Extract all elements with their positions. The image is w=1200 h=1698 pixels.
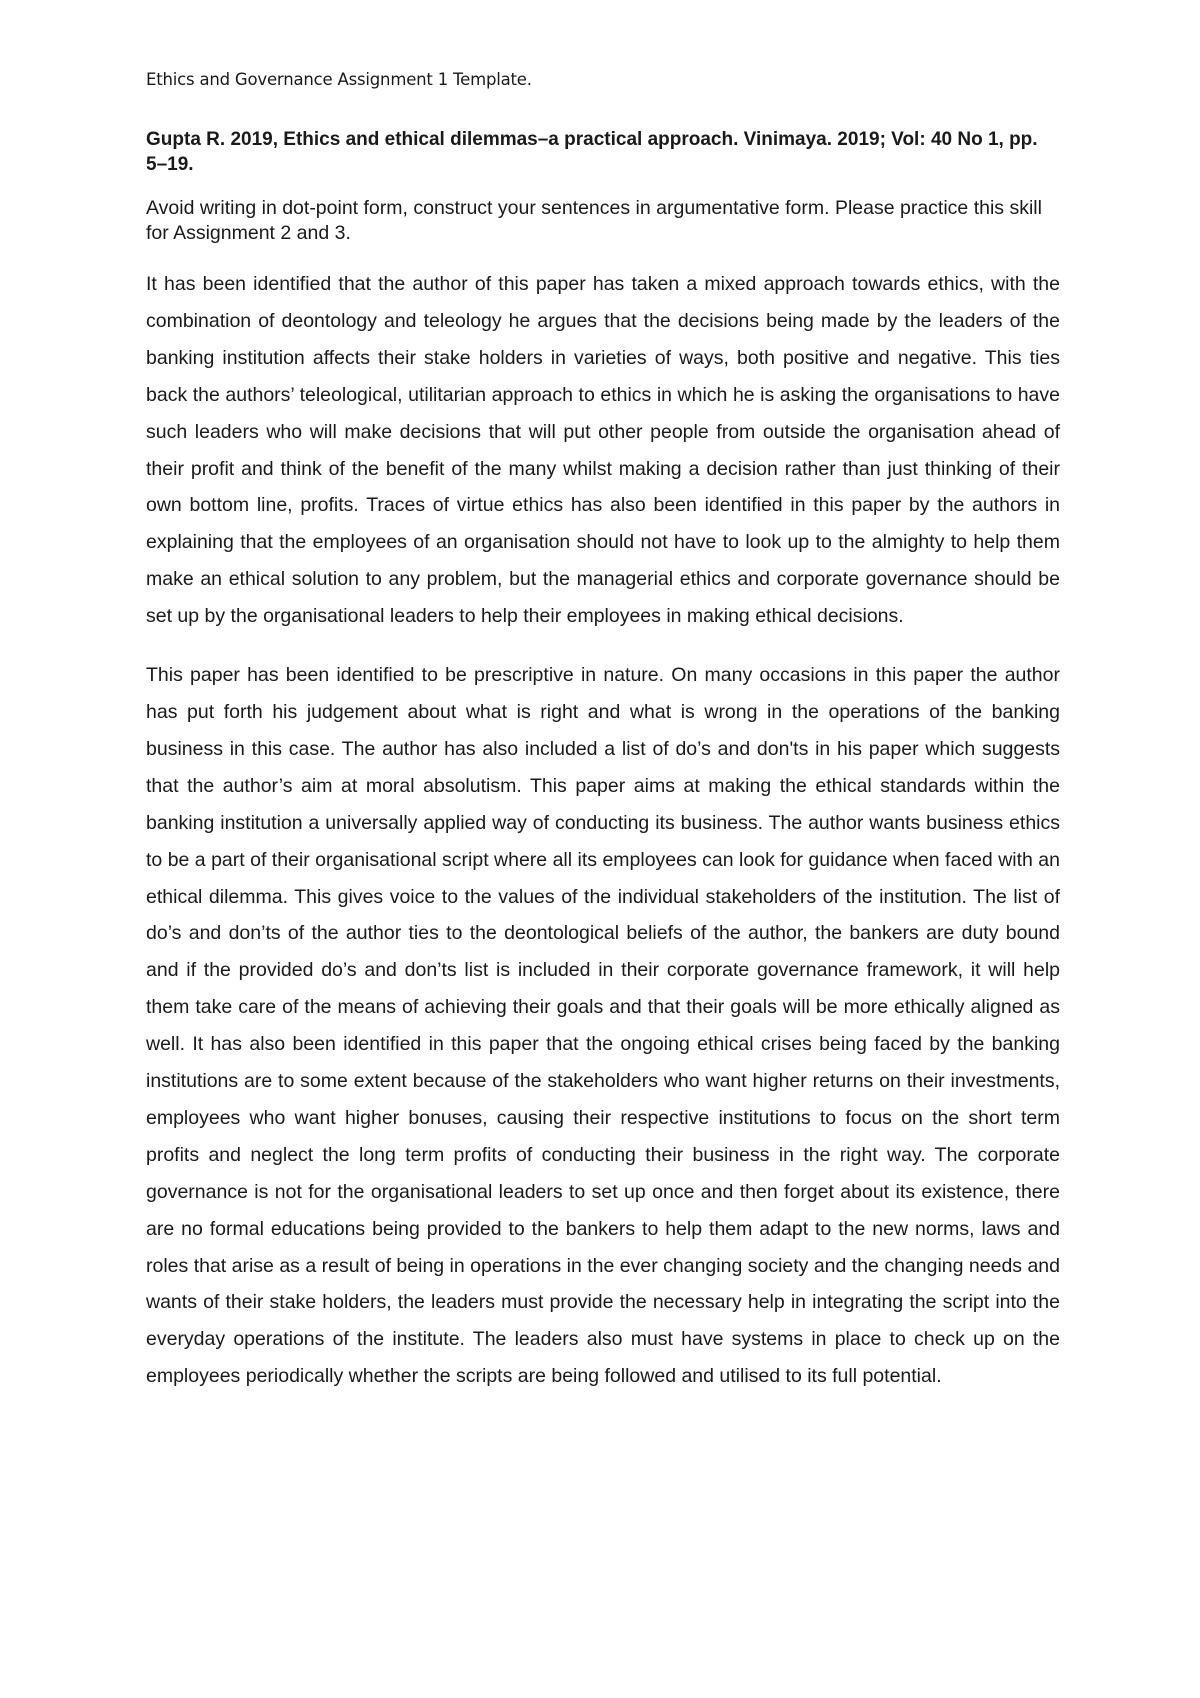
instruction-note: Avoid writing in dot-point form, construct your sentences in argumentative form. Please practice this skill for Assignment 2 and 3. bbox=[146, 197, 1042, 244]
reference-citation: Gupta R. 2019, Ethics and ethical dilemmas–a practical approach. Vinimaya. 2019; Vol: 40 No 1, pp. 5–19. bbox=[146, 129, 1038, 175]
document-page bbox=[146, 70, 1060, 1417]
body-paragraph-2: This paper has been identified to be prescriptive in nature. On many occasions in this paper the author has put forth his judgement about what is right and what is wrong in the operations of the banking business in this case. The author has also included a list of do’s and don'ts in his paper which suggests that the author’s aim at moral absolutism. This paper aims at making the ethical standards within the banking institution a universally applied way of conducting its business. The author wants business ethics to be a part of their organisational script where all its employees can look for guidance when faced with an ethical dilemma. This gives voice to the values of the individual stakeholders of the institution. The list of do’s and don’ts of the author ties to the deontological beliefs of the author, the bankers are duty bound and if the provided do’s and don’ts list is included in their corporate governance framework, it will help them take care of the means of achieving their goals and that their goals will be more ethically aligned as well. It has also been identified in this paper that the ongoing ethical crises being faced by the banking institutions are to some extent because of the stakeholders who want higher returns on their investments, employees who want higher bonuses, causing their respective institutions to focus on the short term profits and neglect the long term profits of conducting their business in the right way. The corporate governance is not for the organisational leaders to set up once and then forget about its existence, there are no formal educations being provided to the bankers to help them adapt to the new norms, laws and roles that arise as a result of being in operations in the ever changing society and the changing needs and wants of their stake holders, the leaders must provide the necessary help in integrating the script into the everyday operations of the institute. The leaders also must have systems in place to check up on the employees periodically whether the scripts are being followed and utilised to its full potential. bbox=[146, 664, 1060, 1388]
body-paragraph-1: It has been identified that the author of this paper has taken a mixed approach towards ethics, with the combination of deontology and teleology he argues that the decisions being made by the leaders of the banking institution affects their stake holders in varieties of ways, both positive and negative. This ties back the authors’ teleological, utilitarian approach to ethics in which he is asking the organisations to have such leaders who will make decisions that will put other people from outside the organisation ahead of their profit and think of the benefit of the many whilst making a decision rather than just thinking of their own bottom line, profits. Traces of virtue ethics has also been identified in this paper by the authors in explaining that the employees of an organisation should not have to look up to the almighty to help them make an ethical solution to any problem, but the managerial ethics and corporate governance should be set up by the organisational leaders to help their employees in making ethical decisions. bbox=[146, 273, 1060, 628]
document-header: Ethics and Governance Assignment 1 Template. bbox=[146, 70, 532, 89]
